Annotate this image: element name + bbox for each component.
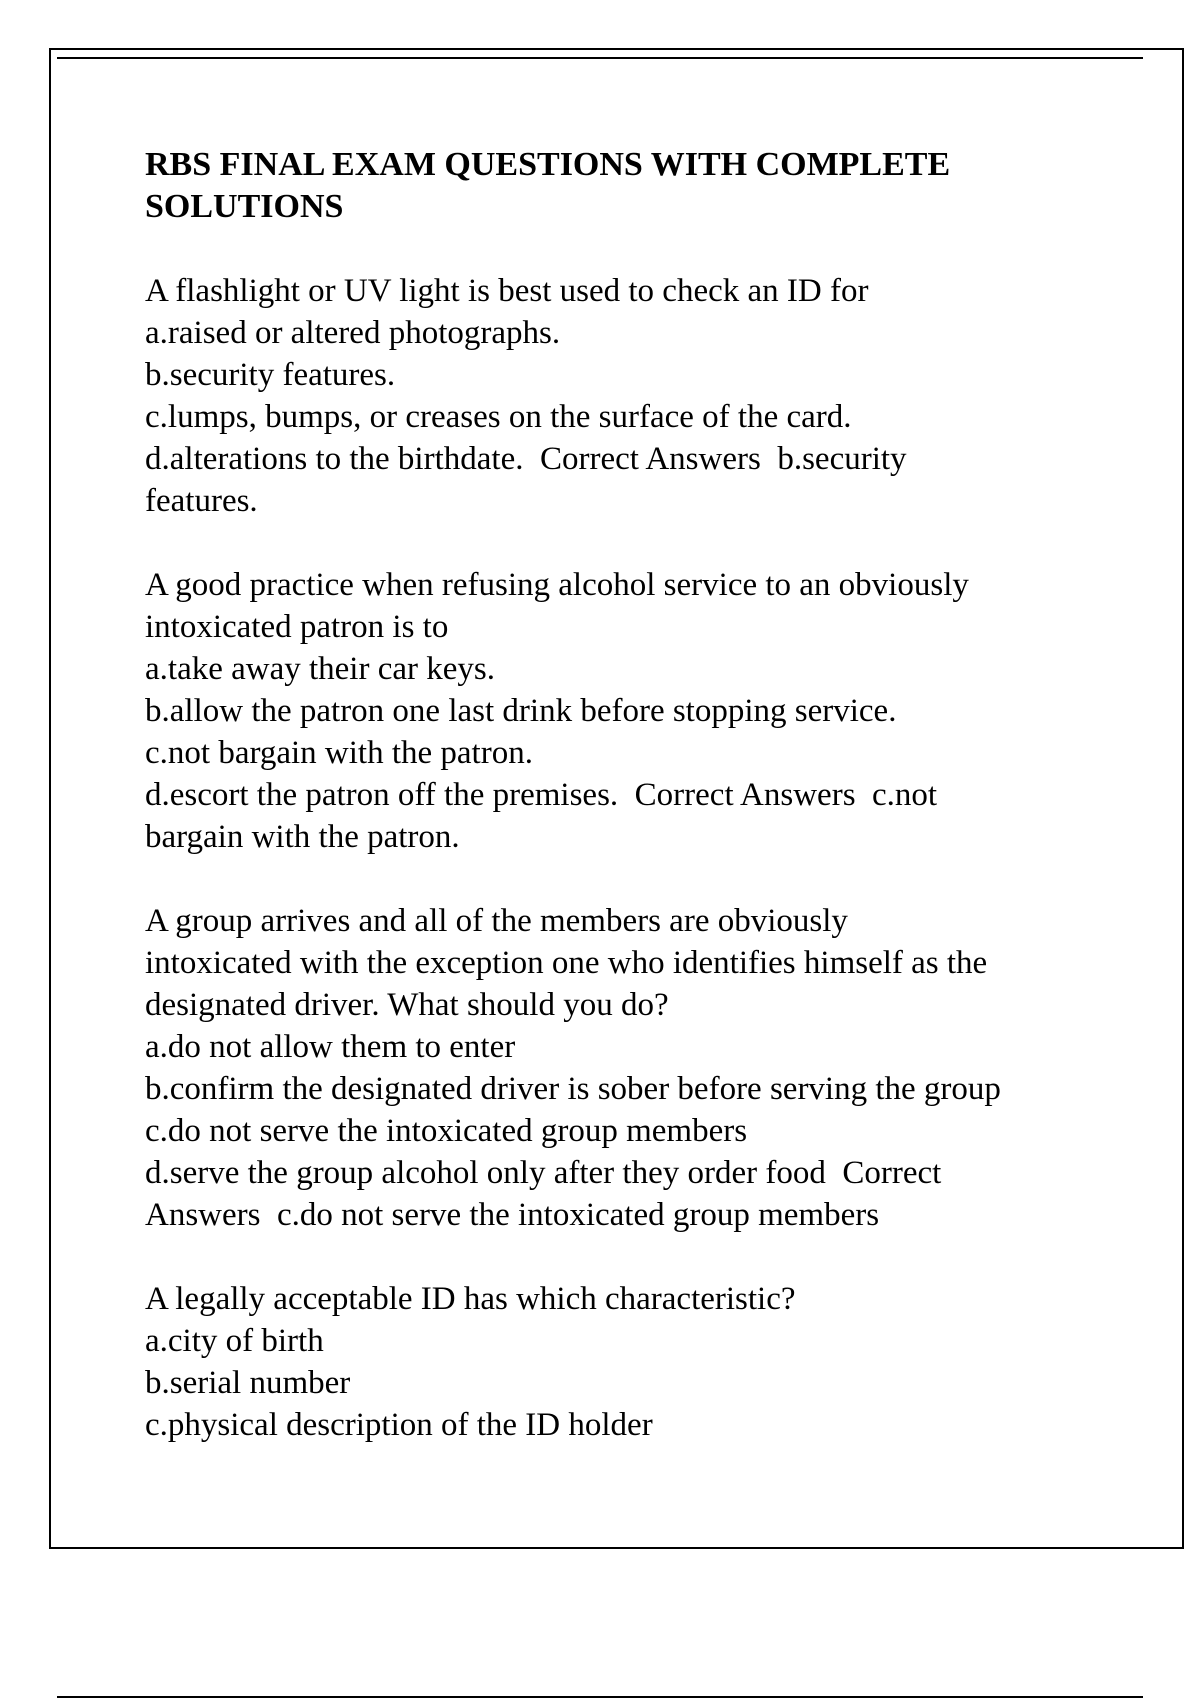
option-d-with-answer: d.serve the group alcohol only after they order food Correct — [145, 1155, 942, 1191]
option-b: b.allow the patron one last drink before stopping service. — [145, 693, 897, 729]
title-line: SOLUTIONS — [145, 188, 344, 225]
option-a: a.city of birth — [145, 1323, 324, 1359]
option-a: a.do not allow them to enter — [145, 1029, 516, 1065]
bottom-rule — [57, 1696, 1143, 1698]
answer-continuation: bargain with the patron. — [145, 819, 460, 855]
answer-continuation: Answers c.do not serve the intoxicated group members — [145, 1197, 880, 1233]
option-c: c.do not serve the intoxicated group members — [145, 1113, 748, 1149]
question-text-continuation: intoxicated patron is to — [145, 609, 449, 645]
question-text: A flashlight or UV light is best used to check an ID for — [145, 273, 869, 309]
document-content — [145, 144, 1095, 1488]
question-text: A legally acceptable ID has which characteristic? — [145, 1281, 796, 1317]
option-c: c.physical description of the ID holder — [145, 1407, 653, 1443]
option-c: c.not bargain with the patron. — [145, 735, 533, 771]
question-text-continuation: intoxicated with the exception one who identifies himself as the — [145, 945, 988, 981]
question-4 — [145, 1278, 1095, 1446]
question-1 — [145, 270, 1095, 522]
option-b: b.serial number — [145, 1365, 351, 1401]
answer-continuation: features. — [145, 483, 258, 519]
option-a: a.raised or altered photographs. — [145, 315, 561, 351]
question-text-continuation: designated driver. What should you do? — [145, 987, 669, 1023]
option-a: a.take away their car keys. — [145, 651, 495, 687]
option-d-with-answer: d.escort the patron off the premises. Correct Answers c.not — [145, 777, 938, 813]
question-text: A good practice when refusing alcohol service to an obviously — [145, 567, 969, 603]
question-text: A group arrives and all of the members are obviously — [145, 903, 848, 939]
option-b: b.security features. — [145, 357, 396, 393]
title-line: RBS FINAL EXAM QUESTIONS WITH COMPLETE — [145, 146, 951, 183]
question-2 — [145, 564, 1095, 858]
option-b: b.confirm the designated driver is sober before serving the group — [145, 1071, 1001, 1107]
document-title — [145, 144, 1095, 228]
question-3 — [145, 900, 1095, 1236]
option-c: c.lumps, bumps, or creases on the surface of the card. — [145, 399, 852, 435]
option-d-with-answer: d.alterations to the birthdate. Correct Answers b.security — [145, 441, 907, 477]
